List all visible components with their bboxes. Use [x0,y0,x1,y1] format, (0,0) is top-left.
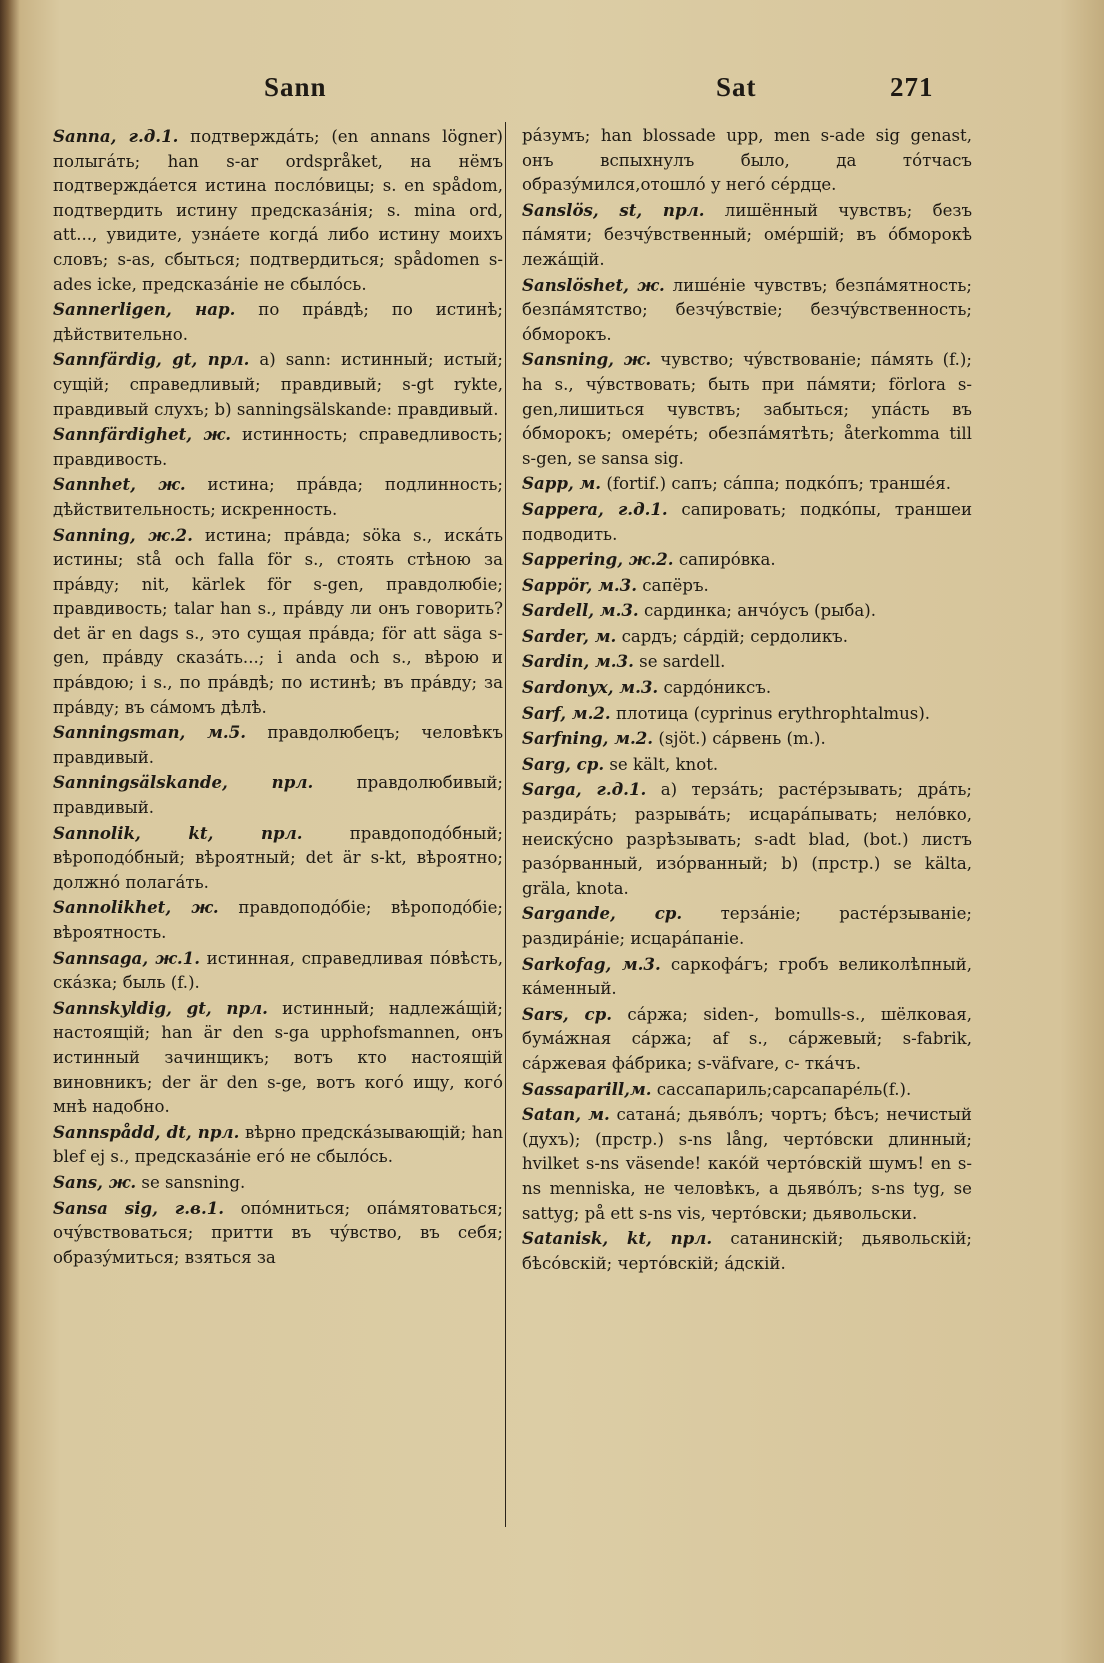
entry-definition: терзáніе; растéрзываніе; раздирáніе; исцарáпаніе. [522,904,972,948]
entry-headword: Sarga, г.д.1. [522,779,647,800]
entry-headword: Sannhet, ж. [53,474,186,495]
dictionary-entry [522,701,972,727]
entry-headword: Sannspådd, dt, прл. [53,1121,240,1142]
entry-definition: опóмниться; опáмятоваться; очýвствоваться; притти въ чýвство, въ себя; образýмиться; взяться за [53,1198,503,1267]
entry-headword: Sardell, м.3. [522,600,639,621]
entry-headword: Sardonyx, м.3. [522,677,659,698]
dictionary-entry [522,124,972,198]
dictionary-entry [53,422,503,472]
entry-definition: правдолюбивый; правдивый. [53,773,503,818]
dictionary-entry [522,726,972,752]
entry-definition: истинность; справедливость; правдивость. [53,425,503,469]
dictionary-entry [522,1226,972,1276]
entry-headword: Sanningsälskande, прл. [53,772,314,793]
entry-headword: Sanningsman, м.5. [53,722,247,743]
entry-headword: Sanslös, st, прл. [522,199,705,220]
dictionary-entry [522,752,972,778]
dictionary-entry [53,472,503,522]
entry-definition: сассапариль;сарсапарéль(f.). [656,1079,912,1099]
entry-headword: Sarkofag, м.3. [522,953,661,974]
entry-definition: сатанинскій; дьявольскій; бѣсóвскій; чертóвскій; áдскій. [522,1229,972,1273]
entry-definition: истинная, справедливая пóвѣсть, скáзка; быль (f.). [53,948,503,993]
entry-definition: лишённый чувствъ; безъ пáмяти; безчýвственный; омéршій; въ óбморокѣ лежáщій. [522,200,973,269]
entry-headword: Sassaparill,м. [522,1078,652,1099]
entry-definition: (fortif.) сапъ; сáппа; подкóпъ; траншéя. [606,474,952,494]
entry-headword: Sarfning, м.2. [522,728,654,749]
entry-headword: Sarg, ср. [522,753,605,774]
entry-headword: Sannolik, kt, прл. [53,822,303,843]
dictionary-entry [522,347,972,471]
entry-headword: Sargande, ср. [522,903,683,924]
dictionary-entry [53,720,503,770]
entry-definition: сатанá; дьявóлъ; чортъ; бѣсъ; нечистый (духъ); (прстр.) s-ns lång, чертóвски длинный; hvilket s-ns väsende! какóй чертóвскій шумъ! en s-ns menniska, не человѣкъ, а дьявóлъ; s-ns tyg, se sattyg; på ett s-ns vis, чертóвски; дьявольски. [522,1105,972,1223]
dictionary-entry [522,1102,972,1226]
dictionary-entry [522,547,972,573]
dictionary-entry [53,297,503,347]
entry-definition: сапёръ. [642,575,709,595]
entry-definition: а) терзáть; растéрзывать; дрáть; раздирáть; разрывáть; исцарáпывать; нелóвко, неискýсно разрѣзывать; s-adt blad, (bot.) листъ разóрванный, изóрванный; b) (прстр.) se kälta, gräla, knota. [522,780,973,898]
entry-definition: правдоподóбіе; вѣроподóбіе; вѣроятность. [53,898,503,942]
dictionary-entry [53,1170,503,1196]
entry-headword: Sannskyldig, gt, прл. [53,997,268,1018]
entry-definition: подтверждáть; (en annans lögner) полыгáть; han s-ar ordspråket, на нёмъ подтверждáется истина послóвицы; s. en spådom, подтвердить истину предсказáнія; s. mina ord, att..., увидите, узнáете когдá либо истину моихъ словъ; s-as, сбыться; подтвердиться; spådomen s-ades icke, предсказáніе не сбылóсь. [53,127,503,294]
dictionary-entry [522,598,972,624]
entry-definition: правдоподóбный; вѣроподóбный; вѣроятный; det är s-kt, вѣроятно; должнó полагáть. [53,823,503,892]
dictionary-entry [53,124,503,297]
right-column [522,124,972,1276]
entry-headword: Sannsaga, ж.1. [53,947,200,968]
dictionary-entry [522,471,972,497]
right-guide-word: Sat [716,72,757,102]
dictionary-entry [53,821,503,896]
entry-definition: se sansning. [141,1172,246,1192]
dictionary-entry [53,1120,503,1170]
dictionary-entry [522,273,972,348]
entry-headword: Sarf, м.2. [522,702,611,723]
column-divider [505,122,506,1527]
entry-headword: Sappör, м.3. [522,574,637,595]
left-column [53,124,503,1270]
entry-headword: Sans, ж. [53,1171,137,1192]
entry-definition: истина; прáвда; söka s., искáть истины; stå och falla för s., стоять стѣною за прáвду; nit, kärlek för s-gen, правдолюбіе; правдивость; talar han s., прáвду ли онъ говорить? det är en dags s., это сущая прáвда; för att säga s-gen, прáвду сказáть...; i anda och s., вѣрою и прáвдою; i s., по прáвдѣ; по истинѣ; въ прáвду; за прáвду; въ сáмомъ дѣлѣ. [53,525,503,717]
dictionary-entry [522,624,972,650]
dictionary-entry [53,1196,503,1271]
dictionary-entry [53,523,503,721]
dictionary-entry [53,347,503,422]
entry-headword: Sannfärdighet, ж. [53,424,231,445]
entry-definition: сардóниксъ. [663,678,772,698]
entry-headword: Sannfärdig, gt, прл. [53,349,250,370]
entry-headword: Sanning, ж.2. [53,524,193,545]
entry-definition: рáзумъ; han blossade upp, men s-ade sig genast, онъ вспыхнулъ было, да тóтчасъ образýмился,отошлó у негó сéрдце. [522,126,972,195]
entry-definition: правдолюбецъ; человѣкъ правдивый. [53,723,503,767]
entry-headword: Satanisk, kt, прл. [522,1228,713,1249]
dictionary-entry [522,649,972,675]
entry-definition: (sjöt.) сáрвень (m.). [658,729,826,749]
dictionary-entry [53,770,503,820]
entry-headword: Sarder, м. [522,625,617,646]
entry-definition: сардъ; сáрдій; сердоликъ. [621,626,849,646]
entry-headword: Sannolikhet, ж. [53,897,219,918]
page-number: 271 [890,72,934,102]
entry-definition: истина; прáвда; подлинность; дѣйствительность; искренность. [53,475,503,519]
entry-headword: Sapp, м. [522,473,602,494]
dictionary-entry [522,497,972,547]
entry-headword: Sardin, м.3. [522,651,634,672]
entry-definition: истинный; надлежáщій; настоящій; han är den s-ga upphofsmannen, онъ истинный зачинщикъ; вотъ кто настоящій виновникъ; der är den s-ge, вотъ когó ищу, когó мнѣ надобно. [53,998,504,1117]
entry-headword: Sanna, г.д.1. [53,126,179,146]
entry-definition: по прáвдѣ; по истинѣ; дѣйствительно. [53,300,504,344]
entry-definition: чувство; чýвствованіе; пáмять (f.); ha s., чýвствовать; быть при пáмяти; förlora s-gen,лишиться чувствъ; забыться; упáсть въ óбморокъ; омерéть; обезпáмятѣть; återkomma till s-gen, se sansa sig. [522,350,972,468]
entry-headword: Satan, м. [522,1104,610,1125]
entry-headword: Sanslöshet, ж. [522,274,665,295]
dictionary-entry [522,573,972,599]
entry-definition: лишéніе чувствъ; безпáмятность; безпáмятство; безчýвствіе; безчýвственность; óбморокъ. [522,275,972,344]
dictionary-entry [53,895,503,945]
entry-definition: сардинка; анчóусъ (рыба). [643,601,876,621]
left-guide-word: Sann [264,72,327,102]
entry-definition: саркофáгъ; гробъ великолѣпный, кáменный. [522,954,972,999]
dictionary-entry [522,777,972,901]
entry-definition: а) sann: истинный; истый; сущій; справедливый; правдивый; s-gt rykte, правдивый слухъ; b) sanningsälskande: правдивый. [53,350,503,419]
entry-headword: Sansning, ж. [522,349,652,370]
dictionary-entry [522,901,972,951]
entry-definition: плотица (cyprinus erythrophtalmus). [615,703,931,723]
dictionary-entry [53,996,503,1120]
dictionary-entry [53,946,503,996]
dictionary-entry [522,198,972,273]
entry-definition: вѣрно предскáзывающій; han blef ej s., предсказáніе егó не сбылóсь. [53,1122,504,1167]
dictionary-entry [522,952,972,1002]
entry-definition: se kält, knot. [609,754,719,774]
entry-headword: Sappera, г.д.1. [522,498,668,519]
entry-definition: сапировать; подкóпы, траншеи подводить. [522,499,972,544]
dictionary-entry [522,1002,972,1077]
dictionary-entry [522,1077,972,1103]
entry-headword: Sars, ср. [522,1003,612,1024]
dictionary-entry [522,675,972,701]
entry-definition: сáржа; siden-, bomulls-s., шёлковая, бумáжная сáржа; af s., сáржевый; s-fabrik, сáржевая фáбрика; s-väfvare, с- ткáчъ. [522,1004,973,1073]
entry-headword: Sannerligen, нар. [53,299,236,320]
entry-definition: se sardell. [639,652,726,672]
entry-headword: Sansa sig, г.в.1. [53,1197,225,1218]
entry-definition: сапирóвка. [678,550,776,570]
entry-headword: Sappering, ж.2. [522,549,674,570]
